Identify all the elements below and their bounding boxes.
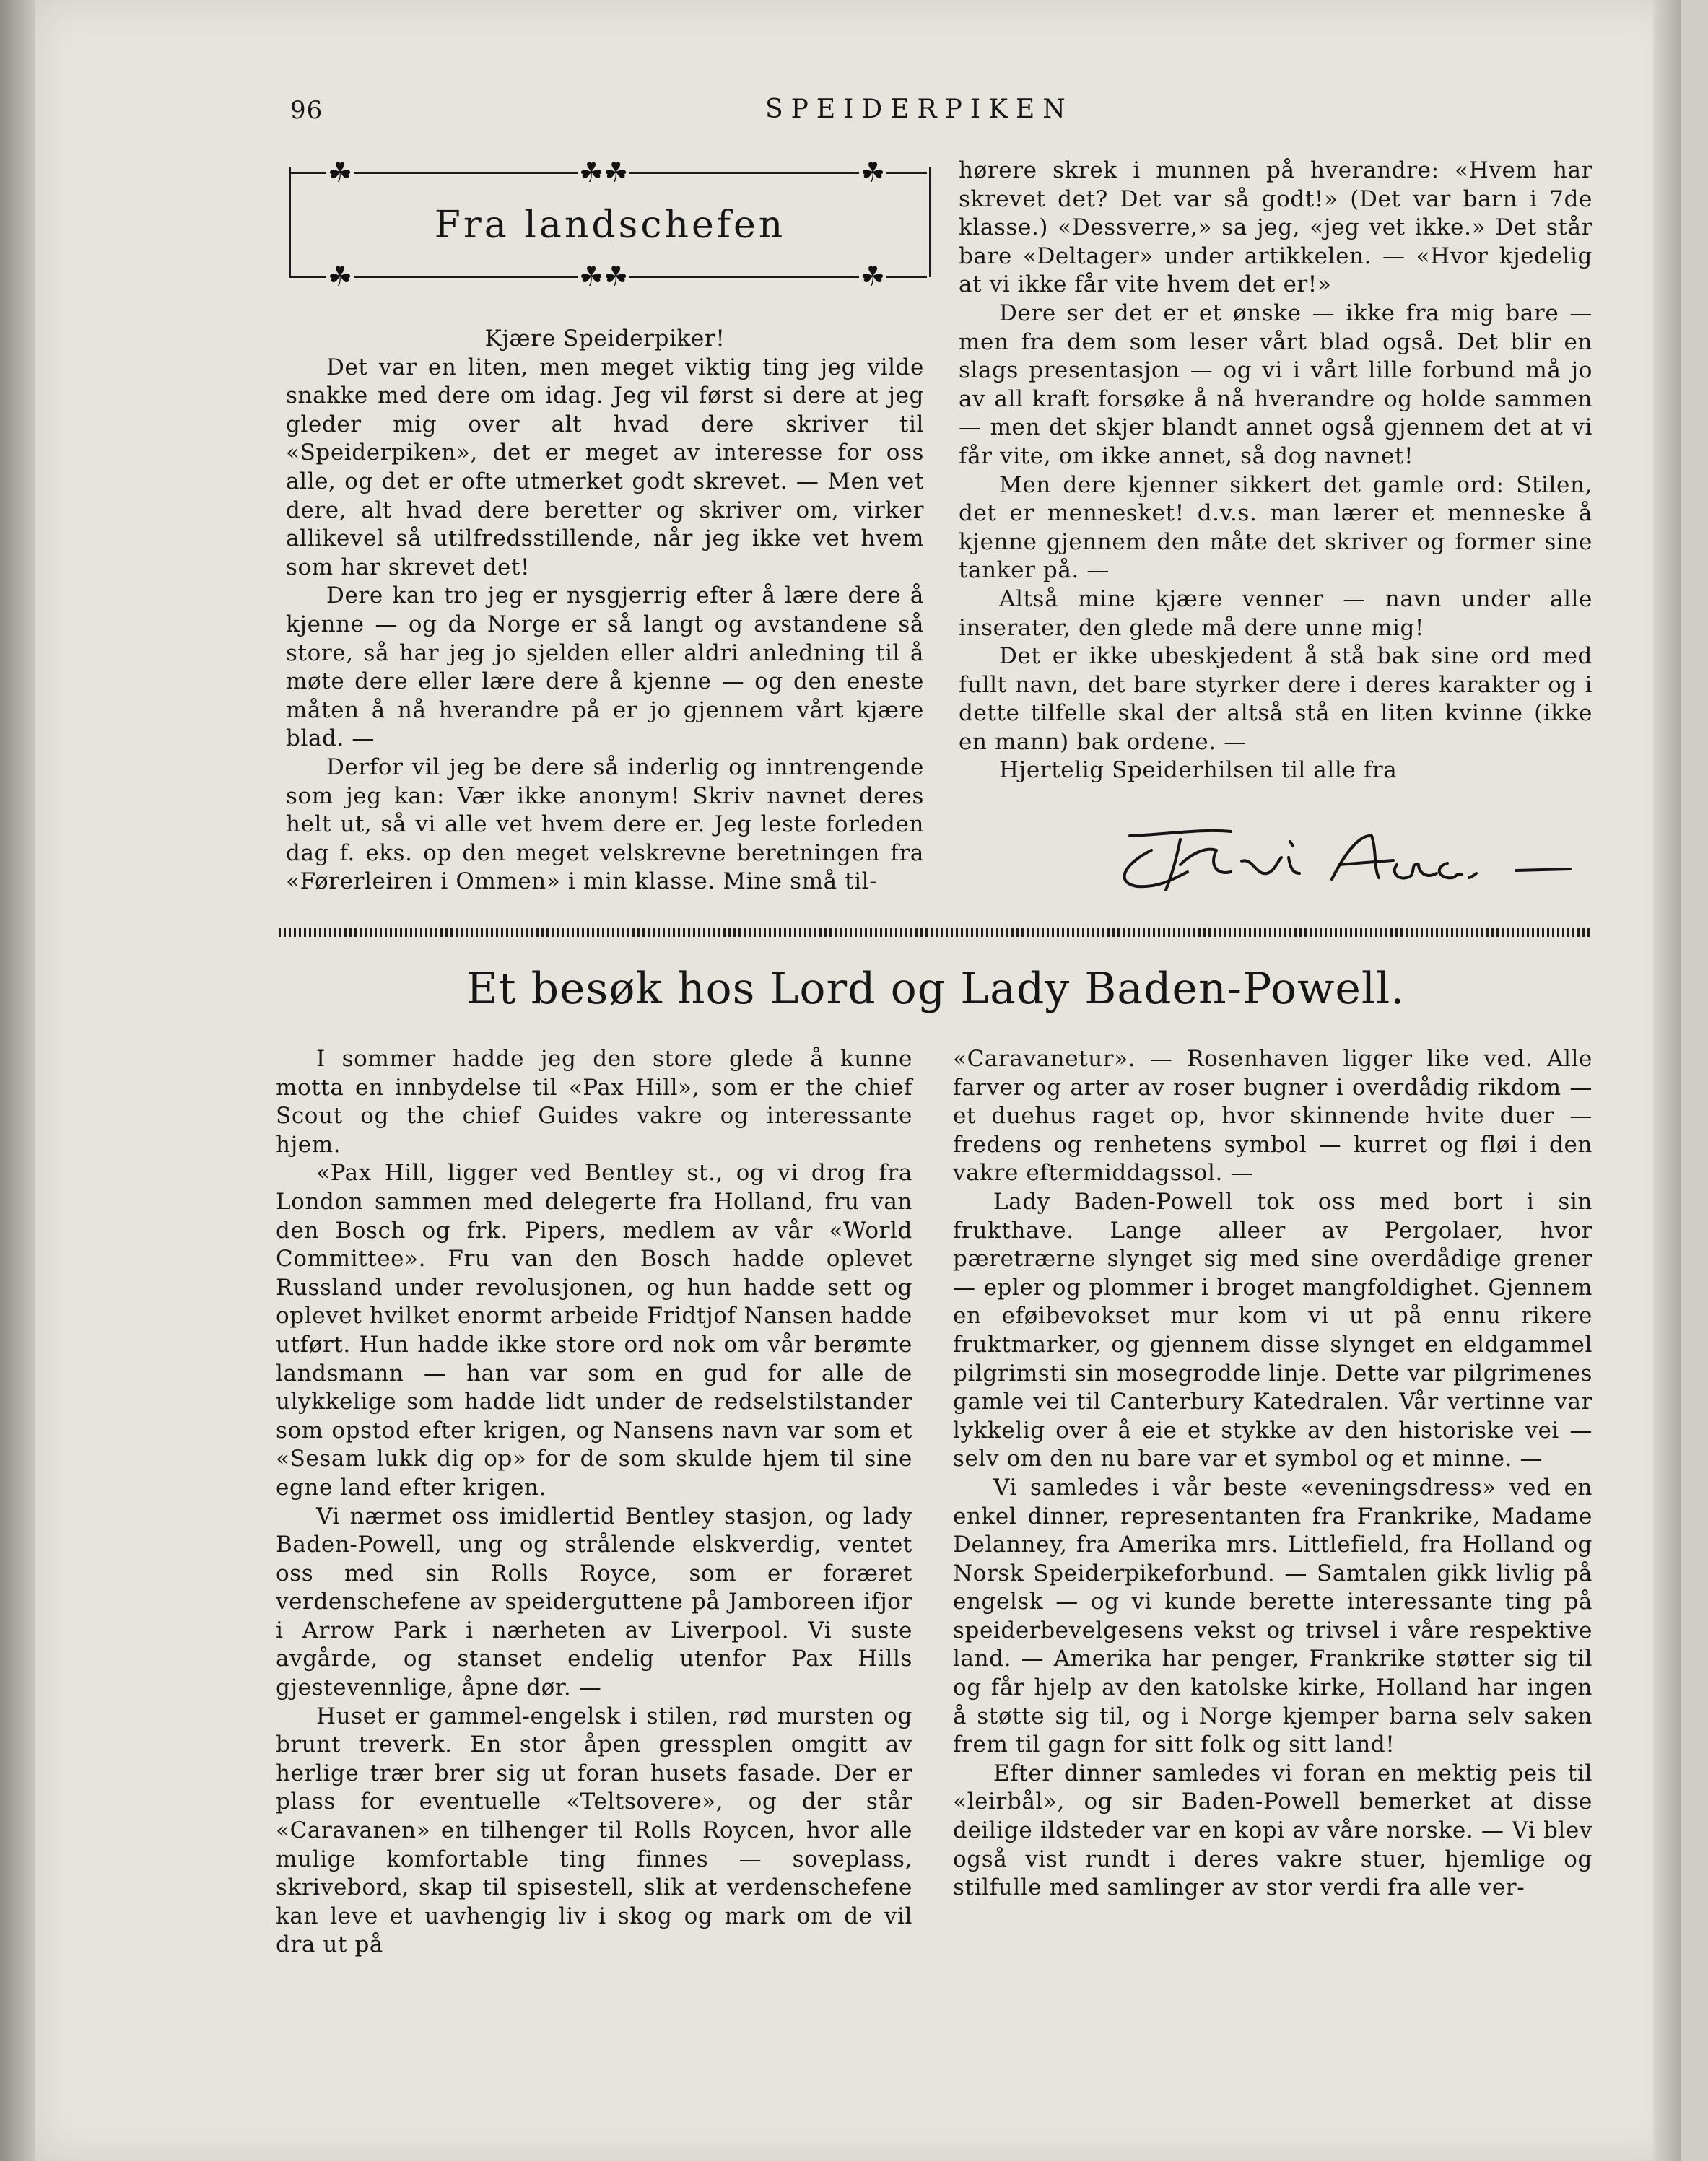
letter-paragraph: Altså mine kjære venner — navn under alle inserater, den glede må dere unne mig! xyxy=(959,585,1592,641)
handwritten-signature xyxy=(1108,821,1599,901)
letter-paragraph: Det var en liten, men meget viktig ting jeg vilde snakke med dere om idag. Jeg vil først si dere at jeg gleder mig over alt hvad dere skriver til «Speiderpiken», det er meget av interesse for oss alle, og det er ofte utmerket godt skrevet. — Men vet dere, alt hvad dere beretter og skriver om, virker allikevel så utilfredsstillende, når jeg ikke vet hvem som har skrevet det! xyxy=(286,354,924,580)
letter-left-column xyxy=(286,325,924,896)
article-paragraph: Vi nærmet oss imidlertid Bentley stasjon, og lady Baden-Powell, ung og strålende elskverdig, ventet oss med sin Rolls Royce, som er foræret verdenschefene av speiderguttene på Jamboreen ifjor i Arrow Park i nærheten av Liverpool. Vi suste avgårde, og stanset endelig utenfor Pax Hills gjestevennlige, åpne dør. — xyxy=(276,1503,912,1701)
section-divider xyxy=(279,928,1592,937)
article-paragraph: Efter dinner samledes vi foran en mektig peis til «leirbål», og sir Baden-Powell bemerket at disse deilige ildsteder var en kopi av våre norske. — Vi blev også vist rundt i deres vakre stuer, hjemlige og stilfulle med samlinger av stor verdi fra alle ver- xyxy=(953,1760,1592,1901)
article-headline-text: Et besøk hos Lord og Lady Baden-Powell. xyxy=(466,964,1406,1014)
running-title: SPEIDERPIKEN xyxy=(765,95,1073,124)
page-edge-shadow xyxy=(1653,0,1681,2161)
letter-title: Fra landschefen xyxy=(434,204,786,247)
article-paragraph: Huset er gammel-engelsk i stilen, rød mursten og brunt treverk. En stor åpen gressplen omgitt av herlige trær brer sig ut foran husets fasade. Der er plass for eventuelle «Teltsovere», og der står «Caravanen» en tilhenger til Rolls Roycen, hvor alle mulige komfortable ting finnes — soveplass, skrivebord, skap til spisestell, slik at verdenschefene kan leve et uavhengig liv i skog og mark om de vil dra ut på xyxy=(276,1703,912,1958)
article-left-column xyxy=(276,1045,912,1960)
letter-paragraph: Men dere kjenner sikkert det gamle ord: Stilen, det er mennesket! d.v.s. man lærer et menneske å kjenne gjennem den måte det skriver og former sine tanker på. — xyxy=(959,471,1592,584)
clover-ornament-icon: ☘☘ xyxy=(579,261,629,292)
letter-title-box xyxy=(289,157,931,292)
letter-right-column xyxy=(959,157,1592,785)
letter-paragraph: Dere ser det er et ønske — ikke fra mig bare — men fra dem som leser vårt blad også. Det blir en slags presentasjon — og vi i vårt lille forbund må jo av all kraft forsøke å nå hverandre og holde sammen — men det skjer blandt annet også gjennem det at vi får vite, om ikke annet, så dog navnet! xyxy=(959,300,1592,469)
book-gutter-shadow xyxy=(0,0,35,2161)
page-number: 96 xyxy=(290,96,323,125)
article-right-column xyxy=(953,1045,1592,1903)
article-paragraph: «Pax Hill, ligger ved Bentley st., og vi drog fra London sammen med delegerte fra Holland, fru van den Bosch og frk. Pipers, medlem av vår «World Committee». Fru van den Bosch hadde oplevet Russland under revolusjonen, og hun hadde sett og oplevet hvilket enormt arbeide Fridtjof Nansen hadde utført. Hun hadde ikke store ord nok om vår berømte landsmann — han var som en gud for alle de ulykkelige som hadde lidt under de redselstilstander som opstod efter krigen, og Nansens navn var som et «Sesam lukk dig op» for de som skulde hjem til sine egne land efter krigen. xyxy=(276,1160,912,1501)
letter-paragraph: Derfor vil jeg be dere så inderlig og inntrengende som jeg kan: Vær ikke anonym! Skriv navnet deres helt ut, så vi alle vet hvem dere er. Jeg leste forleden dag f. eks. op den meget velskrevne beretningen fra «Førerleiren i Ommen» i min klasse. Mine små til- xyxy=(286,754,924,895)
letter-paragraph: Dere kan tro jeg er nysgjerrig efter å lære dere å kjenne — og da Norge er så langt og avstandene så store, så har jeg jo sjelden eller aldri anledning til å møte dere eller lære dere å kjenne — og den eneste måten å nå hverandre på er jo gjennem vårt kjære blad. — xyxy=(286,582,924,752)
letter-closing: Hjertelig Speiderhilsen til alle fra xyxy=(999,757,1398,784)
letter-paragraph: Det er ikke ubeskjedent å stå bak sine ord med fullt navn, det bare styrker dere i deres karakter og i dette tilfelle skal der altså stå en liten kvinne (ikke en mann) bak ordene. — xyxy=(959,643,1592,755)
article-headline xyxy=(279,964,1592,1014)
article-paragraph: «Caravanetur». — Rosenhaven ligger like ved. Alle farver og arter av roser bugner i overdådig rikdom — et duehus raget op, hvor skinnende hvite duer — fredens og renhetens symbol — kurret og fløi i den vakre eftermiddagssol. — xyxy=(953,1046,1592,1187)
clover-ornament-icon: ☘ xyxy=(328,261,353,292)
clover-ornament-icon: ☘☘ xyxy=(579,157,629,188)
clover-ornament-icon: ☘ xyxy=(860,157,886,188)
clover-ornament-icon: ☘ xyxy=(860,261,886,292)
letter-paragraph: hørere skrek i munnen på hverandre: «Hvem har skrevet det? Det var så godt!» (Det var barn i 7de klasse.) «Dessverre,» sa jeg, «jeg vet ikke.» Det står bare «Deltager» under artikkelen. — «Hvor kjedelig at vi ikke får vite hvem det er!» xyxy=(959,157,1592,298)
article-paragraph: Lady Baden-Powell tok oss med bort i sin frukthave. Lange alleer av Pergolaer, hvor pæretrærne slynget sig med sine overdådige grener — epler og plommer i broget mangfoldighet. Gjennem en eføibevokset mur kom vi ut på ennu rikere fruktmarker, og gjennem disse slynget en eldgammel pilgrimsti sin mosegrodde linje. Dette var pilgrimenes gamle vei til Canterbury Katedralen. Vår vertinne var lykkelig over å eie et stykke av den historiske vei — selv om den nu bare var et symbol og et minne. — xyxy=(953,1188,1592,1472)
clover-ornament-icon: ☘ xyxy=(328,157,353,188)
letter-salutation: Kjære Speiderpiker! xyxy=(484,326,726,352)
article-paragraph: I sommer hadde jeg den store glede å kunne motta en innbydelse til «Pax Hill», som er the chief Scout og the chief Guides vakre og interessante hjem. xyxy=(276,1046,912,1158)
article-paragraph: Vi samledes i vår beste «eveningsdress» ved en enkel dinner, representanten fra Frankrike, Madame Delanney, fra Amerika mrs. Littlefield, fra Holland og Norsk Speiderpikeforbund. — Samtalen gikk livlig på engelsk — og vi kunde berette interessante ting på speiderbevelgesens vekst og trivsel i våre respektive land. — Amerika har penger, Frankrike støtter sig til og får hjelp av den katolske kirke, Holland har ingen å støtte sig til, og i Norge kjemper barna selv saken frem til gagn for sitt folk og sitt land! xyxy=(953,1474,1592,1758)
